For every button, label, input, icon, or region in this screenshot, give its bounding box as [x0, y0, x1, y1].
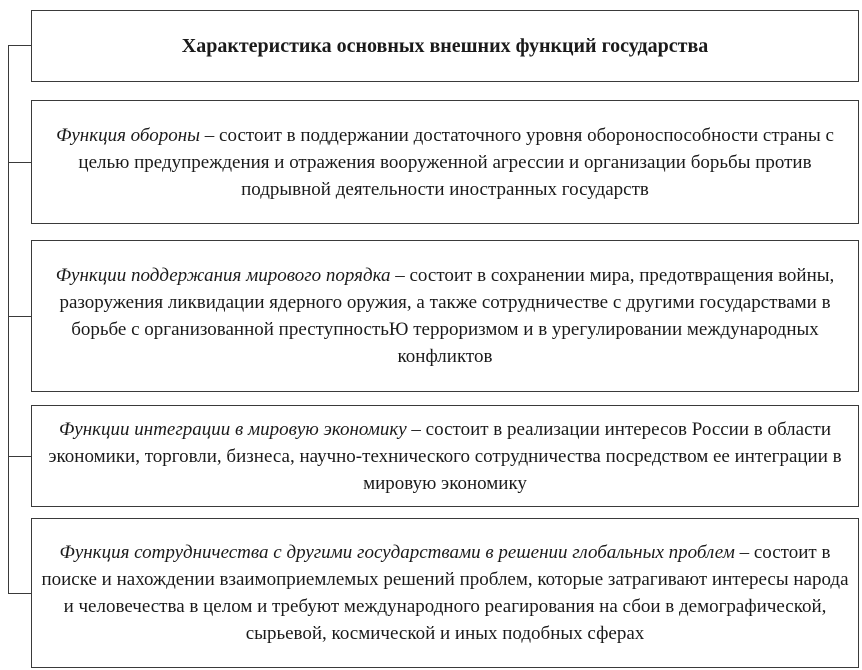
- function-description: состоит в сохранении мира, предотвращения войны, разоружения ликвидации ядерного оружия, а также сотрудничестве с другими государствами в борьбе с организованной преступностьЮ терроризмом и в урегулировании международных конфликтов: [59, 265, 835, 367]
- connector-defense-line: [8, 162, 31, 163]
- function-text: [32, 122, 858, 203]
- function-dash: –: [406, 418, 426, 440]
- function-name: Функции интеграции в мировую экономику: [59, 418, 407, 440]
- function-box-cooperation: [31, 518, 859, 668]
- function-name: Функции поддержания мирового порядка: [55, 265, 391, 286]
- function-dash: –: [200, 124, 220, 146]
- function-dash: –: [734, 542, 754, 563]
- function-box-integration: [31, 405, 859, 507]
- function-description: состоит в поддержании достаточного уровня обороноспособности страны с целью предупреждения и отражения вооруженной агрессии и организации борьбы против подрывной деятельности иностранных государств: [78, 124, 834, 200]
- function-dash: –: [390, 265, 410, 286]
- connector-trunk-line: [8, 45, 9, 593]
- connector-integration-line: [8, 456, 31, 457]
- diagram-title-box: [31, 10, 859, 82]
- function-text: [32, 262, 858, 370]
- function-text: [32, 539, 858, 647]
- function-text: [32, 416, 858, 497]
- connector-cooperation-line: [8, 593, 31, 594]
- connector-world-order-line: [8, 316, 31, 317]
- function-name: Функция сотрудничества с другими государствами в решении глобальных проблем: [59, 542, 735, 563]
- function-description: состоит в поиске и нахождении взаимоприемлемых решений проблем, которые затрагивают интересы народа и человечества в целом и требуют международного реагирования на сбои в демографической, сырьевой, космической и иных подобных сферах: [41, 542, 849, 644]
- connector-title-line: [8, 45, 31, 46]
- diagram-title: Характеристика основных внешних функций государства: [181, 34, 709, 57]
- function-name: Функция обороны: [56, 124, 201, 146]
- function-box-world-order: [31, 240, 859, 392]
- function-box-defense: [31, 100, 859, 224]
- function-description: состоит в реализации интересов России в области экономики, торговли, бизнеса, научно-технического сотрудничества посредством ее интеграции в мировую экономику: [48, 418, 842, 494]
